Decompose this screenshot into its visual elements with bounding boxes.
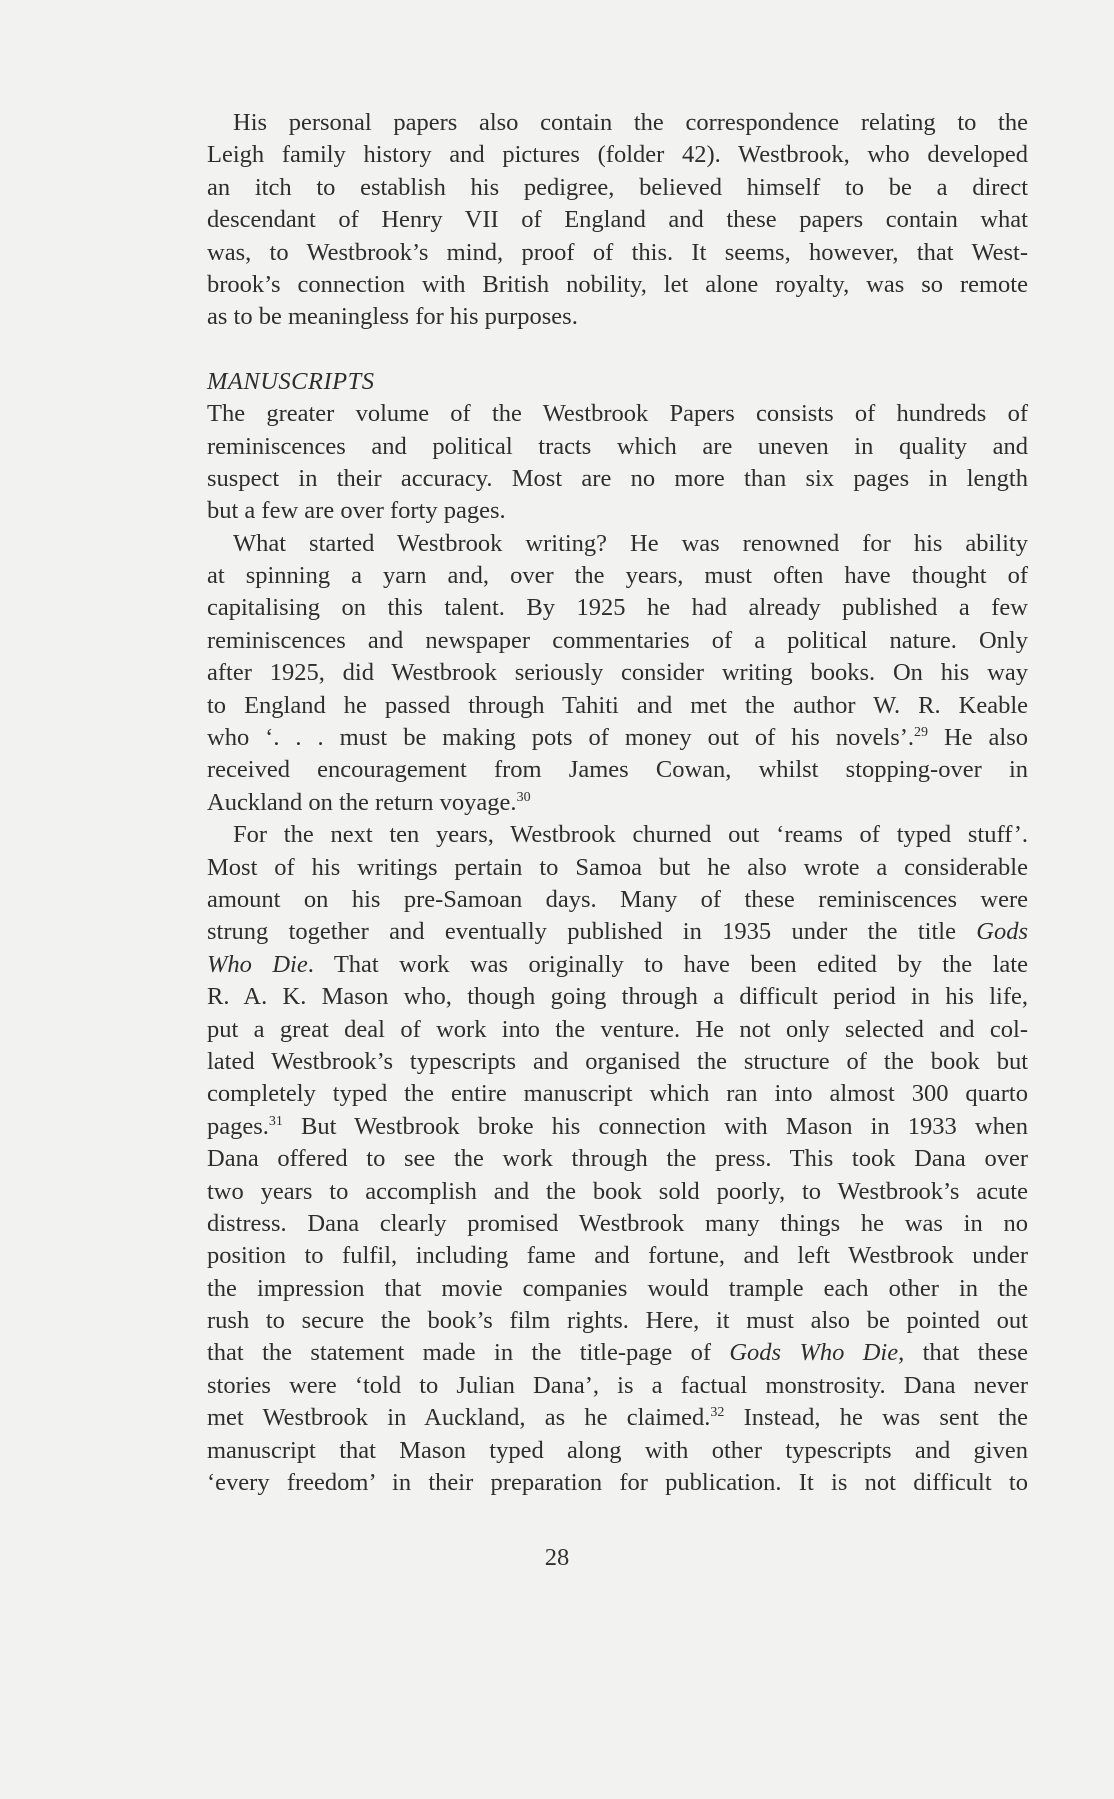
text-line: suspect in their accuracy. Most are no more than six pages in length <box>207 464 1028 492</box>
text-line <box>207 916 1028 948</box>
footnote-ref: 29 <box>914 725 929 741</box>
text-line: reminiscences and newspaper commentaries of a political nature. Only <box>207 626 1028 654</box>
text-line: rush to secure the book’s film rights. Here, it must also be pointed out <box>207 1307 1028 1335</box>
text-line: descendant of Henry VII of England and these papers contain what <box>207 206 1028 234</box>
text-line: His personal papers also contain the correspondence relating to the <box>233 109 1028 136</box>
text-line: lated Westbrook’s typescripts and organised the structure of the book but <box>207 1047 1028 1075</box>
text-line: distress. Dana clearly promised Westbrook many things he was in no <box>207 1209 1028 1237</box>
text-line: amount on his pre-Samoan days. Many of these reminiscences were <box>207 885 1028 913</box>
text-line: at spinning a yarn and, over the years, must often have thought of <box>207 562 1028 590</box>
text-line: brook’s connection with British nobility, let alone royalty, was so remote <box>207 270 1028 298</box>
text-line: position to fulfil, including fame and fortune, and left Westbrook under <box>207 1242 1028 1270</box>
footnote-ref: 32 <box>710 1405 725 1421</box>
text-line: to England he passed through Tahiti and met the author W. R. Keable <box>207 691 1028 719</box>
text-fragment: that these <box>904 1339 1029 1367</box>
text-line: manuscript that Mason typed along with other typescripts and given <box>207 1436 1028 1464</box>
text-fragment: Instead, he was sent the <box>724 1404 1028 1432</box>
text-line: completely typed the entire manuscript which ran into almost 300 quarto <box>207 1080 1028 1108</box>
paragraph-what-started <box>207 528 1028 820</box>
text-line: stories were ‘told to Julian Dana’, is a factual monstrosity. Dana never <box>207 1371 1028 1399</box>
text-line: the impression that movie companies would trample each other in the <box>207 1274 1028 1302</box>
text-line: ‘every freedom’ in their preparation for publication. It is not difficult to <box>207 1469 1028 1497</box>
book-title: Gods <box>976 918 1028 946</box>
text-line: The greater volume of the Westbrook Papers consists of hundreds of <box>207 400 1028 428</box>
text-line: Most of his writings pertain to Samoa but he also wrote a considerable <box>207 853 1028 881</box>
text-fragment: . That work was originally to have been edited by the late <box>307 950 1028 978</box>
footnote-ref: 31 <box>268 1113 283 1129</box>
text-line: but a few are over forty pages. <box>207 497 506 525</box>
text-line: For the next ten years, Westbrook churned out ‘reams of typed stuff’. <box>233 821 1028 849</box>
text-line: was, to Westbrook’s mind, proof of this. It seems, however, that West- <box>207 238 1028 266</box>
text-line <box>207 1337 1028 1369</box>
body-text <box>207 107 1028 1499</box>
text-fragment: He also <box>928 724 1028 752</box>
text-fragment: met Westbrook in Auckland, as he claimed. <box>207 1404 711 1432</box>
section-heading: MANUSCRIPTS <box>207 367 375 395</box>
text-line <box>207 1111 1028 1143</box>
text-fragment: who ‘. . . must be making pots of money out of his novels’. <box>207 724 915 752</box>
text-line: reminiscences and political tracts which are uneven in quality and <box>207 432 1028 460</box>
text-line: R. A. K. Mason who, though going through a difficult period in his life, <box>207 983 1028 1011</box>
text-line <box>207 787 1028 819</box>
text-fragment: But Westbrook broke his connection with Mason in 1933 when <box>282 1112 1028 1140</box>
text-line: received encouragement from James Cowan, whilst stopping-over in <box>207 756 1028 784</box>
text-fragment: pages. <box>207 1112 269 1140</box>
paragraph-next-ten-years <box>207 819 1028 1499</box>
text-line <box>207 1402 1028 1434</box>
text-line: two years to accomplish and the book sold poorly, to Westbrook’s acute <box>207 1177 1028 1205</box>
text-fragment: Auckland on the return voyage. <box>207 788 517 816</box>
text-line <box>207 949 1028 981</box>
text-line: an itch to establish his pedigree, believed himself to be a direct <box>207 173 1028 201</box>
footnote-ref: 30 <box>516 789 531 805</box>
book-title: Gods Who Die, <box>729 1339 905 1367</box>
text-line: after 1925, did Westbrook seriously consider writing books. On his way <box>207 659 1028 687</box>
text-line: as to be meaningless for his purposes. <box>207 303 578 331</box>
paragraph-manuscripts-volume <box>207 398 1028 528</box>
text-line: Dana offered to see the work through the press. This took Dana over <box>207 1145 1028 1173</box>
text-fragment: that the statement made in the title-page of <box>207 1339 730 1367</box>
text-line: Leigh family history and pictures (folder 42). Westbrook, who developed <box>207 141 1028 169</box>
text-line <box>207 722 1028 754</box>
paragraph-personal-papers <box>207 107 1028 334</box>
text-line: put a great deal of work into the venture. He not only selected and col- <box>207 1015 1028 1043</box>
book-title: Who Die <box>207 950 308 978</box>
text-line: capitalising on this talent. By 1925 he had already published a few <box>207 594 1028 622</box>
text-fragment: strung together and eventually published in 1935 under the title <box>207 918 977 946</box>
text-line: What started Westbrook writing? He was renowned for his ability <box>233 529 1028 557</box>
page-number: 28 <box>544 1544 570 1571</box>
